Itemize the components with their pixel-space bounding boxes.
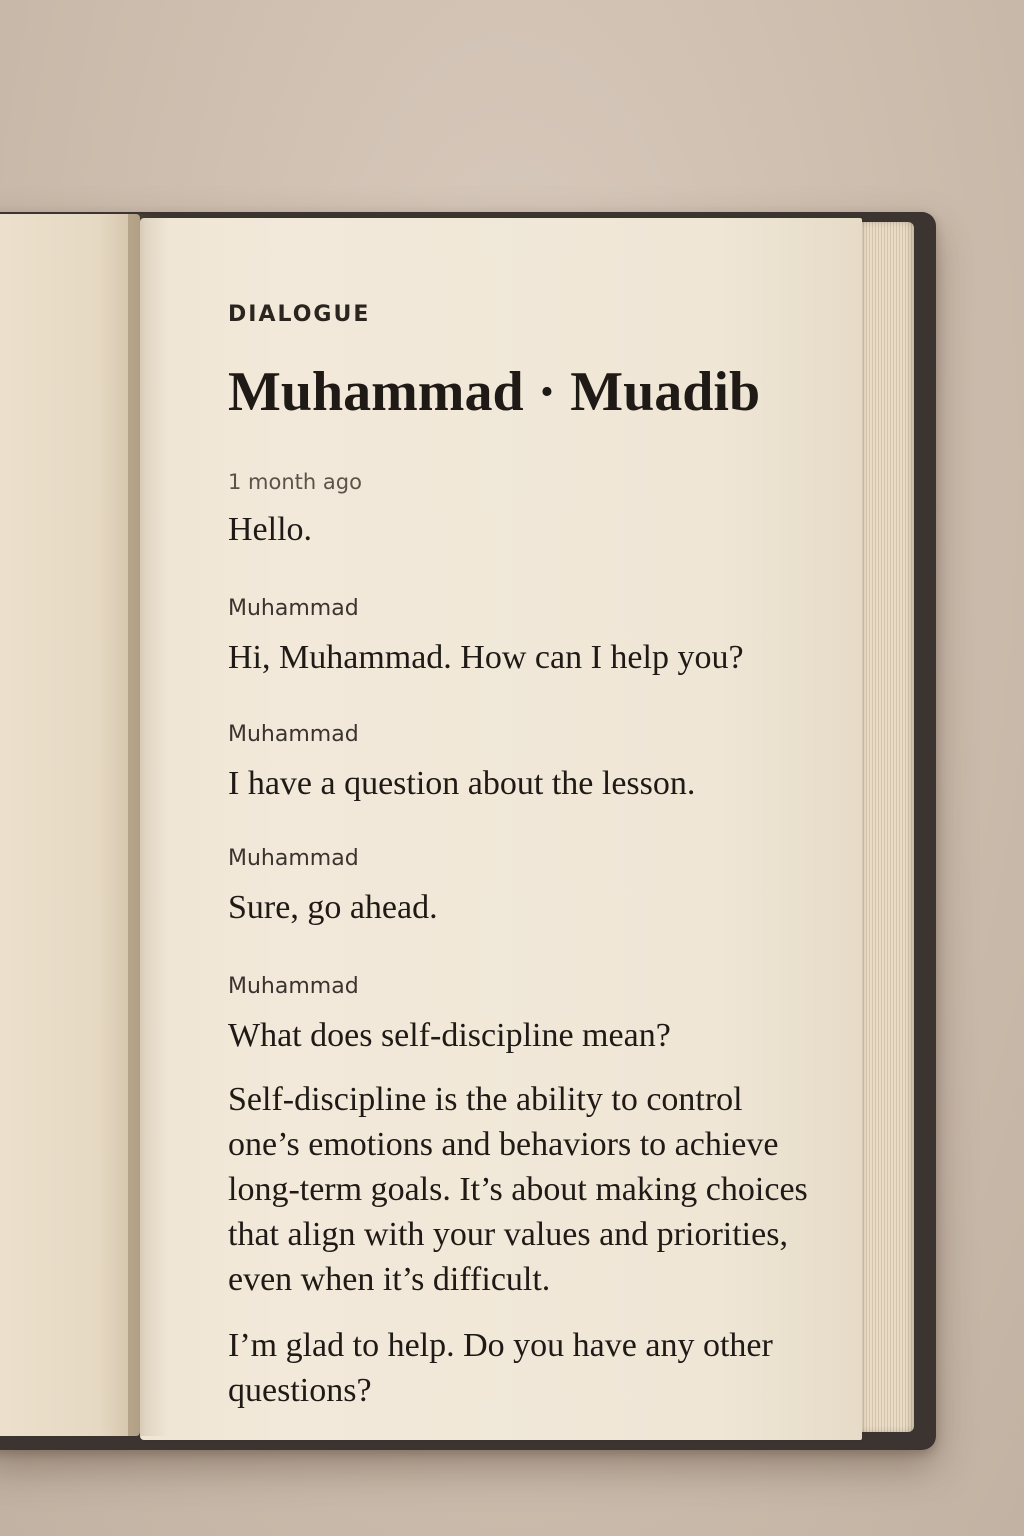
- timestamp: 1 month ago: [228, 470, 362, 494]
- message-text: Hi, Muhammad. How can I help you?: [228, 639, 744, 676]
- message-text: Sure, go ahead.: [228, 889, 438, 926]
- speaker-label: Muhammad: [228, 596, 359, 621]
- message-text: What does self-discipline mean?: [228, 1017, 671, 1054]
- message-text: I have a question about the lesson.: [228, 765, 696, 802]
- left-page: [0, 214, 140, 1436]
- message-text: Self-discipline is the ability to control one’s emotions and behaviors to achieve long-term goals. It’s about making choices that align with your values and priorities, even when it’s difficult.: [228, 1081, 808, 1298]
- section-kicker: DIALOGUE: [228, 302, 371, 327]
- page-title: Muhammad · Muadib: [228, 361, 761, 423]
- speaker-label: Muhammad: [228, 722, 359, 747]
- message-text: Hello.: [228, 511, 313, 548]
- right-page: [140, 218, 862, 1440]
- speaker-label: Muhammad: [228, 846, 359, 871]
- message-text: I’m glad to help. Do you have any other questions?: [228, 1327, 773, 1409]
- speaker-label: Muhammad: [228, 974, 359, 999]
